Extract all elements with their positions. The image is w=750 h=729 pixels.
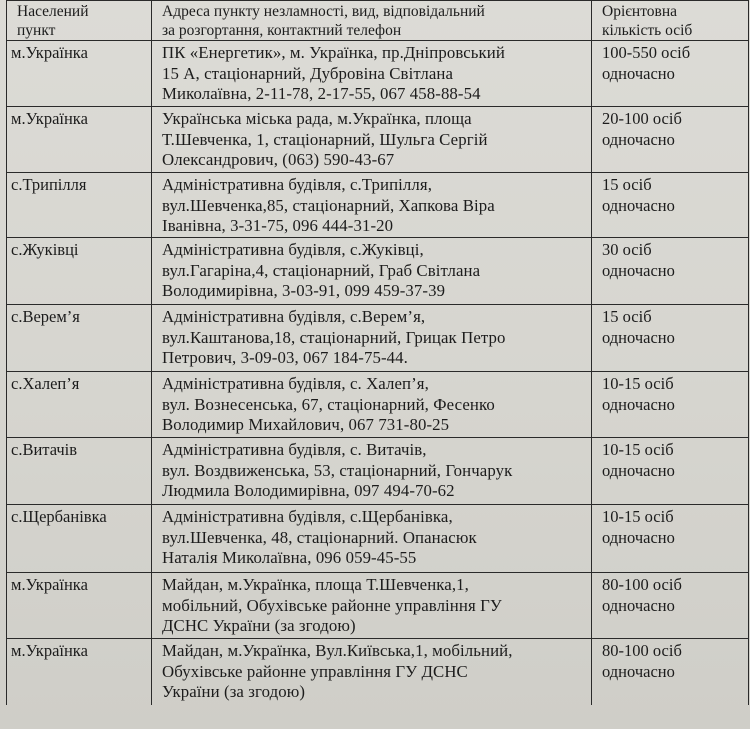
- address-cell: Адміністративна будівля, с.Щербанівка, вул.Шевченка, 48, стаціонарний. Опанасюк Наталія Миколаївна, 096 059-45-55: [152, 505, 592, 573]
- settlement-cell: с.Щербанівка: [7, 505, 152, 573]
- capacity-cell: 100-550 осіб одночасно: [592, 41, 749, 107]
- table-row: [7, 372, 749, 438]
- table-row: [7, 173, 749, 238]
- table-row: [7, 505, 749, 573]
- table-row: [7, 639, 749, 706]
- capacity-cell: 10-15 осіб одночасно: [592, 505, 749, 573]
- capacity-cell: 80-100 осіб одночасно: [592, 639, 749, 706]
- address-cell: Майдан, м.Українка, площа Т.Шевченка,1, мобільний, Обухівське районне управління ГУ ДСНС України (за згодою): [152, 573, 592, 639]
- settlement-cell: с.Витачів: [7, 438, 152, 505]
- settlement-cell: с.Халеп’я: [7, 372, 152, 438]
- address-cell: Адміністративна будівля, с.Трипілля, вул.Шевченка,85, стаціонарний, Хапкова Віра Іванівна, 3-31-75, 096 444-31-20: [152, 173, 592, 238]
- address-cell: Українська міська рада, м.Українка, площа Т.Шевченка, 1, стаціонарний, Шульга Сергій Олександрович, (063) 590-43-67: [152, 107, 592, 173]
- settlement-cell: м.Українка: [7, 107, 152, 173]
- settlement-cell: с.Трипілля: [7, 173, 152, 238]
- table-row: [7, 573, 749, 639]
- capacity-cell: 15 осіб одночасно: [592, 305, 749, 372]
- shelter-points-table: [6, 0, 749, 705]
- address-cell: Майдан, м.Українка, Вул.Київська,1, мобільний, Обухівське районне управління ГУ ДСНС України (за згодою): [152, 639, 592, 706]
- table-row: [7, 438, 749, 505]
- table-header: [7, 1, 749, 41]
- address-cell: Адміністративна будівля, с.Верем’я, вул.Каштанова,18, стаціонарний, Грицак Петро Петрович, 3-09-03, 067 184-75-44.: [152, 305, 592, 372]
- header-capacity: Орієнтовна кількість осіб: [592, 1, 749, 41]
- capacity-cell: 20-100 осіб одночасно: [592, 107, 749, 173]
- capacity-cell: 15 осіб одночасно: [592, 173, 749, 238]
- settlement-cell: м.Українка: [7, 41, 152, 107]
- header-address: Адреса пункту незламності, вид, відповідальний за розгортання, контактний телефон: [152, 1, 592, 41]
- capacity-cell: 10-15 осіб одночасно: [592, 372, 749, 438]
- settlement-cell: с.Жуківці: [7, 238, 152, 305]
- address-cell: Адміністративна будівля, с. Витачів, вул. Воздвиженська, 53, стаціонарний, Гончарук Людмила Володимирівна, 097 494-70-62: [152, 438, 592, 505]
- address-cell: ПК «Енергетик», м. Українка, пр.Дніпровський 15 А, стаціонарний, Дубровіна Світлана Миколаївна, 2-11-78, 2-17-55, 067 458-88-54: [152, 41, 592, 107]
- settlement-cell: с.Верем’я: [7, 305, 152, 372]
- settlement-cell: м.Українка: [7, 639, 152, 706]
- table-row: [7, 41, 749, 107]
- settlement-cell: м.Українка: [7, 573, 152, 639]
- capacity-cell: 30 осіб одночасно: [592, 238, 749, 305]
- table-row: [7, 238, 749, 305]
- address-cell: Адміністративна будівля, с. Халеп’я, вул. Вознесенська, 67, стаціонарний, Фесенко Володимир Михайлович, 067 731-80-25: [152, 372, 592, 438]
- address-cell: Адміністративна будівля, с.Жуківці, вул.Гагаріна,4, стаціонарний, Граб Світлана Володимирівна, 3-03-91, 099 459-37-39: [152, 238, 592, 305]
- table-row: [7, 305, 749, 372]
- capacity-cell: 10-15 осіб одночасно: [592, 438, 749, 505]
- table-body: [7, 41, 749, 706]
- capacity-cell: 80-100 осіб одночасно: [592, 573, 749, 639]
- table-row: [7, 107, 749, 173]
- header-settlement: Населений пункт: [7, 1, 152, 41]
